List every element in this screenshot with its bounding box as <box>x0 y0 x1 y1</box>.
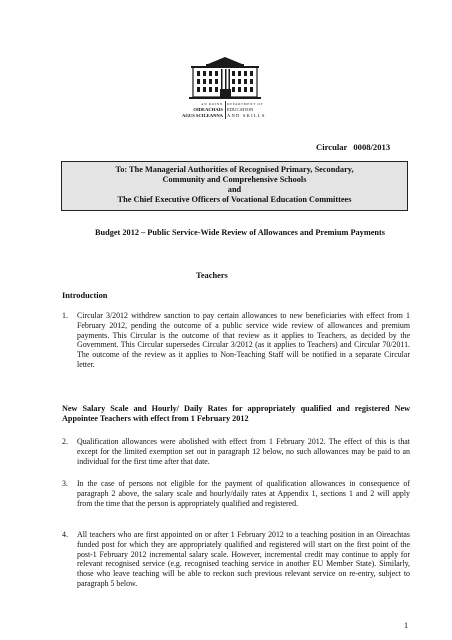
addressee-line1: To: The Managerial Authorities of Recognised Primary, Secondary, <box>115 165 354 174</box>
paragraph-2 <box>62 437 410 466</box>
paragraph-number: 3. <box>62 479 68 488</box>
paragraph-number: 2. <box>62 437 68 446</box>
circular-reference <box>316 142 390 152</box>
paragraph-1 <box>62 311 410 370</box>
section-heading-salary: New Salary Scale and Hourly/ Daily Rates for appropriately qualified and registered New Appointee Teachers with effect from 1 February 2012 <box>62 404 410 423</box>
section-heading-introduction: Introduction <box>62 291 108 300</box>
paragraph-number: 4. <box>62 530 68 539</box>
addressee-line3: and <box>227 185 242 194</box>
paragraph-number: 1. <box>62 311 68 320</box>
logo-irish-line2: OIDEACHAIS <box>193 107 223 113</box>
logo-english-line3: AND SKILLS <box>227 112 266 118</box>
circular-number: 0008/2013 <box>353 142 391 152</box>
addressee-line2: Community and Comprehensive Schools <box>162 175 307 184</box>
addressee-box <box>61 161 408 211</box>
paragraph-4 <box>62 530 410 589</box>
paragraph-text: Qualification allowances were abolished with effect from 1 February 2012. The effect of this is that except for the limited exemption set out in paragraph 12 below, no such allowances may be paid to an individual for the first time after that date. <box>77 437 410 466</box>
logo-english-line2: EDUCATION <box>227 107 254 113</box>
building-crest-icon <box>175 54 275 100</box>
paragraph-text: All teachers who are first appointed on or after 1 February 2012 to a teaching position in an Oireachtas funded post for which they are appropriately qualified and registered will start on the first point of the post-1 February 2012 incremental salary scale. However, incremental credit may continue to apply for relevant recognised service (e.g. recognised teaching service in another EU Member State). Similarly, those who leave teaching will be able to reckon such previous relevant service on re-entry, subject to paragraph 5 below. <box>77 530 410 588</box>
department-logo <box>175 54 275 124</box>
paragraph-3 <box>62 479 410 508</box>
document-subtitle: Teachers <box>196 271 228 280</box>
logo-irish-name <box>175 102 223 118</box>
circular-label: Circular <box>316 142 348 152</box>
document-title: Budget 2012 – Public Service-Wide Review of Allowances and Premium Payments <box>94 228 386 237</box>
logo-english-name <box>227 102 275 118</box>
logo-irish-line1: AN ROINN <box>201 102 223 106</box>
logo-irish-line3: AGUS SCILEANNA <box>182 112 223 118</box>
logo-english-line1: DEPARTMENT OF <box>227 102 264 106</box>
page-number: 1 <box>404 621 409 630</box>
paragraph-text: Circular 3/2012 withdrew sanction to pay certain allowances to new beneficiaries with effect from 1 February 2012, pending the outcome of a public service wide review of allowances and premium payments. This Circular is the outcome of that review as it applies to Teachers, as decided by the Government. This Circular supersedes Circular 3/2012 (as it applies to Teachers) and Circular 70/2011. The outcome of the review as it applies to Non-Teaching Staff will be notified in a separate Circular letter. <box>77 311 410 369</box>
paragraph-text: In the case of persons not eligible for the payment of qualification allowances in consequence of paragraph 2 above, the salary scale and hourly/daily rates at Appendix 1, sections 1 and 2 will apply from the time that the person is appropriately qualified and registered. <box>77 479 410 508</box>
logo-divider <box>225 101 226 119</box>
addressee-line4: The Chief Executive Officers of Vocational Education Committees <box>117 195 352 204</box>
